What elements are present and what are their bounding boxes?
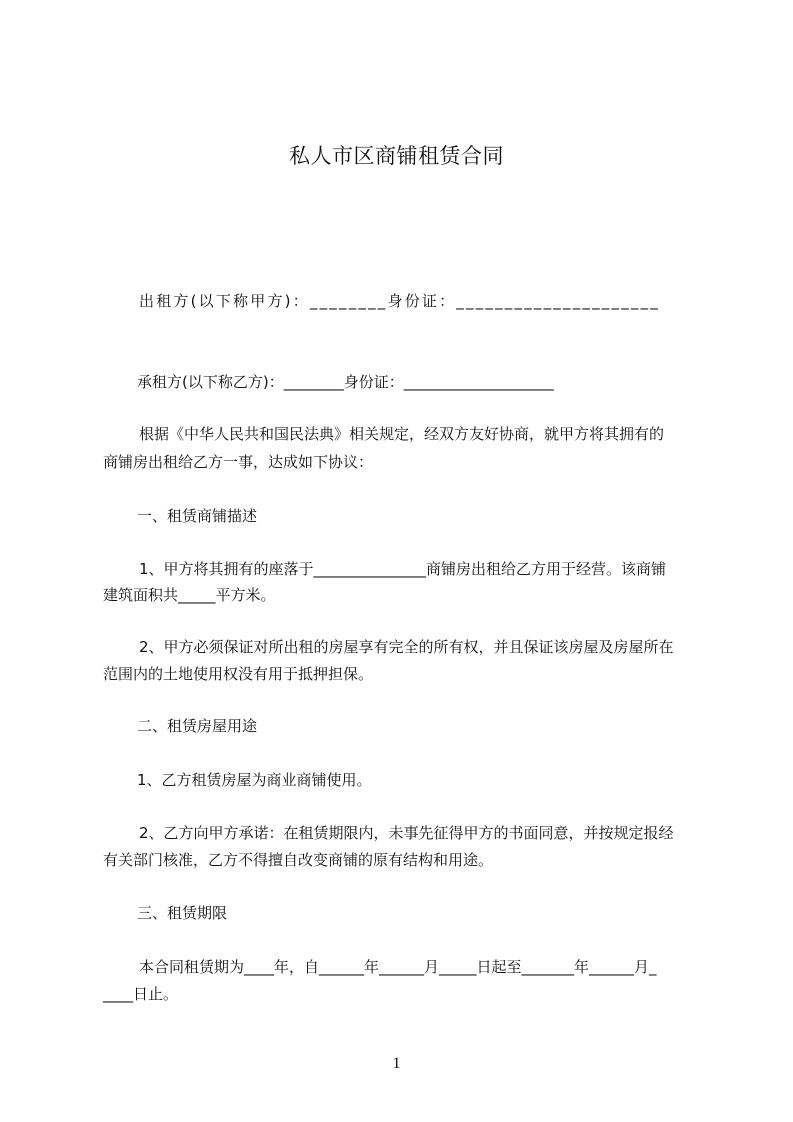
section-heading-3: 三、租赁期限 bbox=[137, 904, 228, 922]
clause-2-2-line-2: 有关部门核准，乙方不得擅自改变商铺的原有结构和用途。 bbox=[103, 851, 494, 869]
clause-1-1-line-2: 建筑面积共_____平方米。 bbox=[103, 586, 276, 604]
preamble-line-1: 根据《中华人民共和国民法典》相关规定，经双方友好协商，就甲方将其拥有的 bbox=[139, 425, 665, 443]
clause-1-1-line-1: 1、甲方将其拥有的座落于_______________商铺房出租给乙方用于经营。该商铺 bbox=[139, 560, 667, 578]
clause-1-2-line-2: 范围内的土地使用权没有用于抵押担保。 bbox=[103, 665, 374, 683]
lessor-line: 出租方(以下称甲方)：________身份证：_____________________ bbox=[139, 292, 661, 310]
clause-1-2-line-1: 2、甲方必须保证对所出租的房屋享有完全的所有权，并且保证该房屋及房屋所在 bbox=[139, 638, 674, 656]
term-line-2: ____日止。 bbox=[103, 985, 179, 1003]
clause-2-1: 1、乙方租赁房屋为商业商铺使用。 bbox=[137, 771, 372, 789]
section-heading-2: 二、租赁房屋用途 bbox=[137, 717, 258, 735]
clause-2-2-line-1: 2、乙方向甲方承诺：在租赁期限内，未事先征得甲方的书面同意，并按规定报经 bbox=[139, 824, 674, 842]
section-heading-1: 一、租赁商铺描述 bbox=[137, 507, 258, 525]
document-title: 私人市区商铺租赁合同 bbox=[289, 144, 504, 168]
preamble-line-2: 商铺房出租给乙方一事，达成如下协议： bbox=[103, 453, 374, 471]
term-line-1: 本合同租赁期为____年，自______年______月_____日起至_______年______月_ bbox=[139, 958, 657, 976]
lessee-line: 承租方(以下称乙方)：________身份证：____________________ bbox=[137, 373, 554, 391]
page-number: 1 bbox=[392, 1055, 401, 1072]
